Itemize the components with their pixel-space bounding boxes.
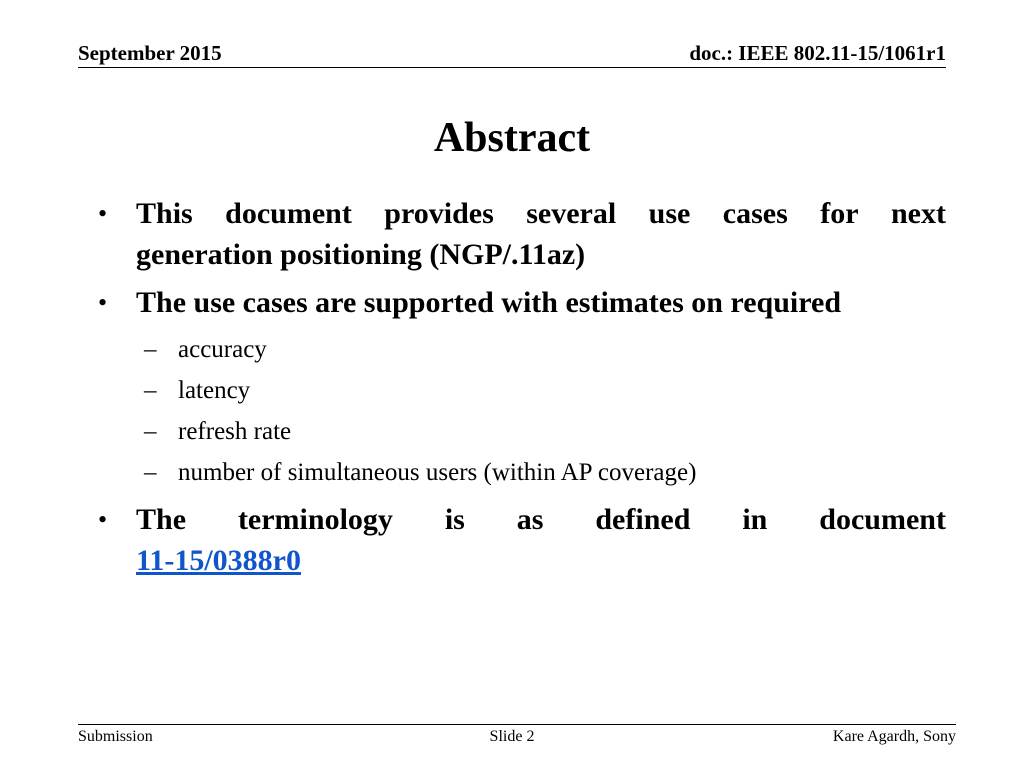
word: defined [595,503,691,536]
slide-body [96,193,946,581]
bullet-item-estimates [96,282,946,323]
word: provides [384,197,494,230]
word: This [136,197,193,230]
sub-bullet-item [96,329,946,370]
dash-bullet-icon: – [144,418,157,445]
sub-bullet-item [96,452,946,493]
bullet-line [136,193,946,234]
sub-bullet-text: number of simultaneous users (within AP coverage) [178,459,697,486]
bullet-dot-icon: • [98,288,108,317]
footer-slide-number: Slide 2 [489,728,535,745]
word: document [225,197,352,230]
bullet-line: generation positioning (NGP/.11az) [136,238,586,271]
sub-bullet-text: accuracy [178,336,267,363]
dash-bullet-icon: – [144,459,157,486]
word: in [742,503,768,536]
bullet-text: The use cases are supported with estimates on required [136,286,841,319]
sub-bullet-text: latency [178,377,251,404]
sub-bullet-list [96,329,946,493]
word: as [516,503,544,536]
word: for [820,197,859,230]
bullet-dot-icon: • [98,505,108,534]
footer-divider [78,724,956,725]
header-date: September 2015 [78,41,222,65]
sub-bullet-text: refresh rate [178,418,292,445]
sub-bullet-item [96,370,946,411]
bullet-item-terminology [96,499,946,581]
dash-bullet-icon: – [144,377,157,404]
word: is [444,503,465,536]
word: document [819,503,946,536]
footer-author: Kare Agardh, Sony [832,728,956,745]
word: use [648,197,691,230]
word: terminology [237,503,393,536]
word: cases [722,197,788,230]
bullet-line [136,540,946,581]
bullet-item-ngp-use-cases [96,193,946,275]
dash-bullet-icon: – [144,336,157,363]
word: The [136,503,187,536]
header-doc-id: doc.: IEEE 802.11-15/1061r1 [689,41,946,65]
document-link[interactable]: 11-15/0388r0 [136,544,301,577]
header-divider [78,67,946,68]
footer-submission: Submission [78,728,153,745]
slide-title: Abstract [433,115,591,161]
word: next [890,197,946,230]
word: several [526,197,617,230]
sub-bullet-item [96,411,946,452]
bullet-line [136,499,946,540]
bullet-dot-icon: • [98,199,108,228]
